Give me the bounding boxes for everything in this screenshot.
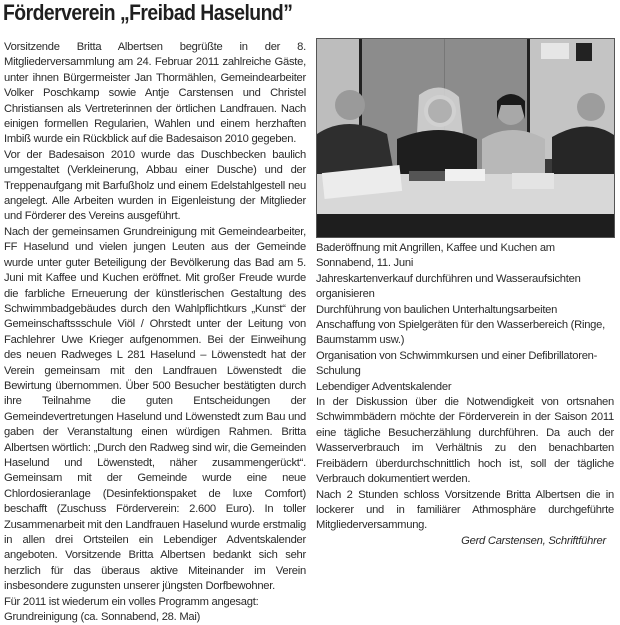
paragraph-season-review: Nach der gemeinsamen Grundreinigung mit Gemeindearbeiter, FF Haselund und vielen jungen Leuten aus der Gemeinde wurde unter guter Beteiligung der Bevölkerung das Bad am 5. Juni mit Kaffee und Kuchen eröffnet. Mit großer Freude wurde die farbliche Erneuerung der künstlerischen Gestaltung des Schwimmbadgebäudes durch den Wahlpflichtkurs „Kunst“ der Gemeinschaftssschule Viöl / Ohrstedt unter der Leitung von Fachlehrer Uwe Krieger aufgenommen. Bei der Einweihung des neuen Radweges L 281 Haselund – Löwenstedt hat der Verein gemeinsam mit den Landfrauen Löwenstedt die Bewirtung übernommen. Über 500 Besucher bestätigten durch ihre Teilnahme die guten Entscheidungen der Gemeindevertretungen Haselund und Löwenstedt zum Bau und gaben der Veranstaltung einen würdigen Rahmen. Britta Albertsen wörtlich: „Durch den Radweg sind wir, die Gemeinden Haselund und Löwenstedt, näher zusammengerückt“. Gemeinsam mit der Gemeinde wurde eine neue Chlordosieranlage (Desinfektionspaket de luxe Comfort) beschafft (Zuschuss Förderverein: 2.600 Euro). In toller Zusammenarbeit mit den Landfrauen Haselund wurde erstmalig in allen drei Ortsteilen ein Lebendiger Adventskalender angeboten. Vorsitzende Britta Albertsen bedankt sich sehr herzlich für das überaus aktive Miteinander im Verein insbesondere zugunsten unserer jüngsten Dorfbewohner.	[4, 225, 306, 593]
group-photo-icon	[317, 39, 614, 237]
program-item: Durchführung von baulichen Unterhaltungsarbeiten	[316, 303, 558, 316]
article-title: Förderverein „Freibad Haselund”	[3, 0, 293, 25]
program-item: Anschaffung von Spielgeräten für den Wasserbereich (Ringe, Baumstamm usw.)	[316, 319, 605, 347]
paragraph-discussion: In der Diskussion über die Notwendigkeit von ortsnahen Schwimmbädern möchte der Förderverein in der Saison 2011 eine tägliche Besucherzählung durchführen. Da auch der Wasserverbrauch im Verhältnis zu den benachbarten Freibädern überdurchschnittlich hoch ist, soll der tägliche Verbrauch dokumentiert werden.	[316, 396, 614, 486]
program-item: Organisation von Schwimmkursen und einer Defibrillatoren-Schulung	[316, 349, 598, 378]
program-item: Baderöffnung mit Angrillen, Kaffee und Kuchen am Sonnabend, 11. Juni	[316, 242, 555, 270]
program-item: Grundreinigung (ca. Sonnabend, 28. Mai)	[4, 611, 201, 624]
paragraph-intro: Vorsitzende Britta Albertsen begrüßte in der 8. Mitgliederversammlung am 24. Februar 2011 zahlreiche Gäste, unter ihnen Bürgermeister Jan Thormählen, Gemeindearbeiter Volker Poschkamp sowie Antje Carstensen und Christel Christiansen als Vertreterinnen der örtlichen Landfrauen. Nach einigen formellen Regularien, Wahlen und einem herzhaften Imbiß wurde ein Rückblick auf die Badesaison 2010 gegeben.	[4, 41, 306, 146]
group-photo	[316, 38, 615, 238]
program-item: Lebendiger Adventskalender	[316, 380, 452, 393]
program-item: Jahreskartenverkauf durchführen und Wasseraufsichten organisieren	[316, 272, 581, 301]
right-column	[316, 241, 614, 549]
paragraph-renovation: Vor der Badesaison 2010 wurde das Duschbecken baulich umgestaltet (Verkleinerung, Abbau einer Dusche) und der Treppenaufgang mit Barfußholz und einem Edelstahlgestell neu angelegt. Alle Arbeiten wurden in Eigenleistung der Mitglieder und Förderer des Vereins ausgeführt.	[4, 148, 306, 223]
author-signature: Gerd Carstensen, Schriftführer	[461, 534, 606, 547]
paragraph-program-intro: Für 2011 ist wiederum ein volles Programm angesagt:	[4, 595, 259, 608]
paragraph-closing: Nach 2 Stunden schloss Vorsitzende Britta Albertsen die in lockerer und in familiärer Athmosphäre durchgeführte Mitgliederversammung.	[316, 488, 614, 532]
left-column	[4, 40, 306, 625]
